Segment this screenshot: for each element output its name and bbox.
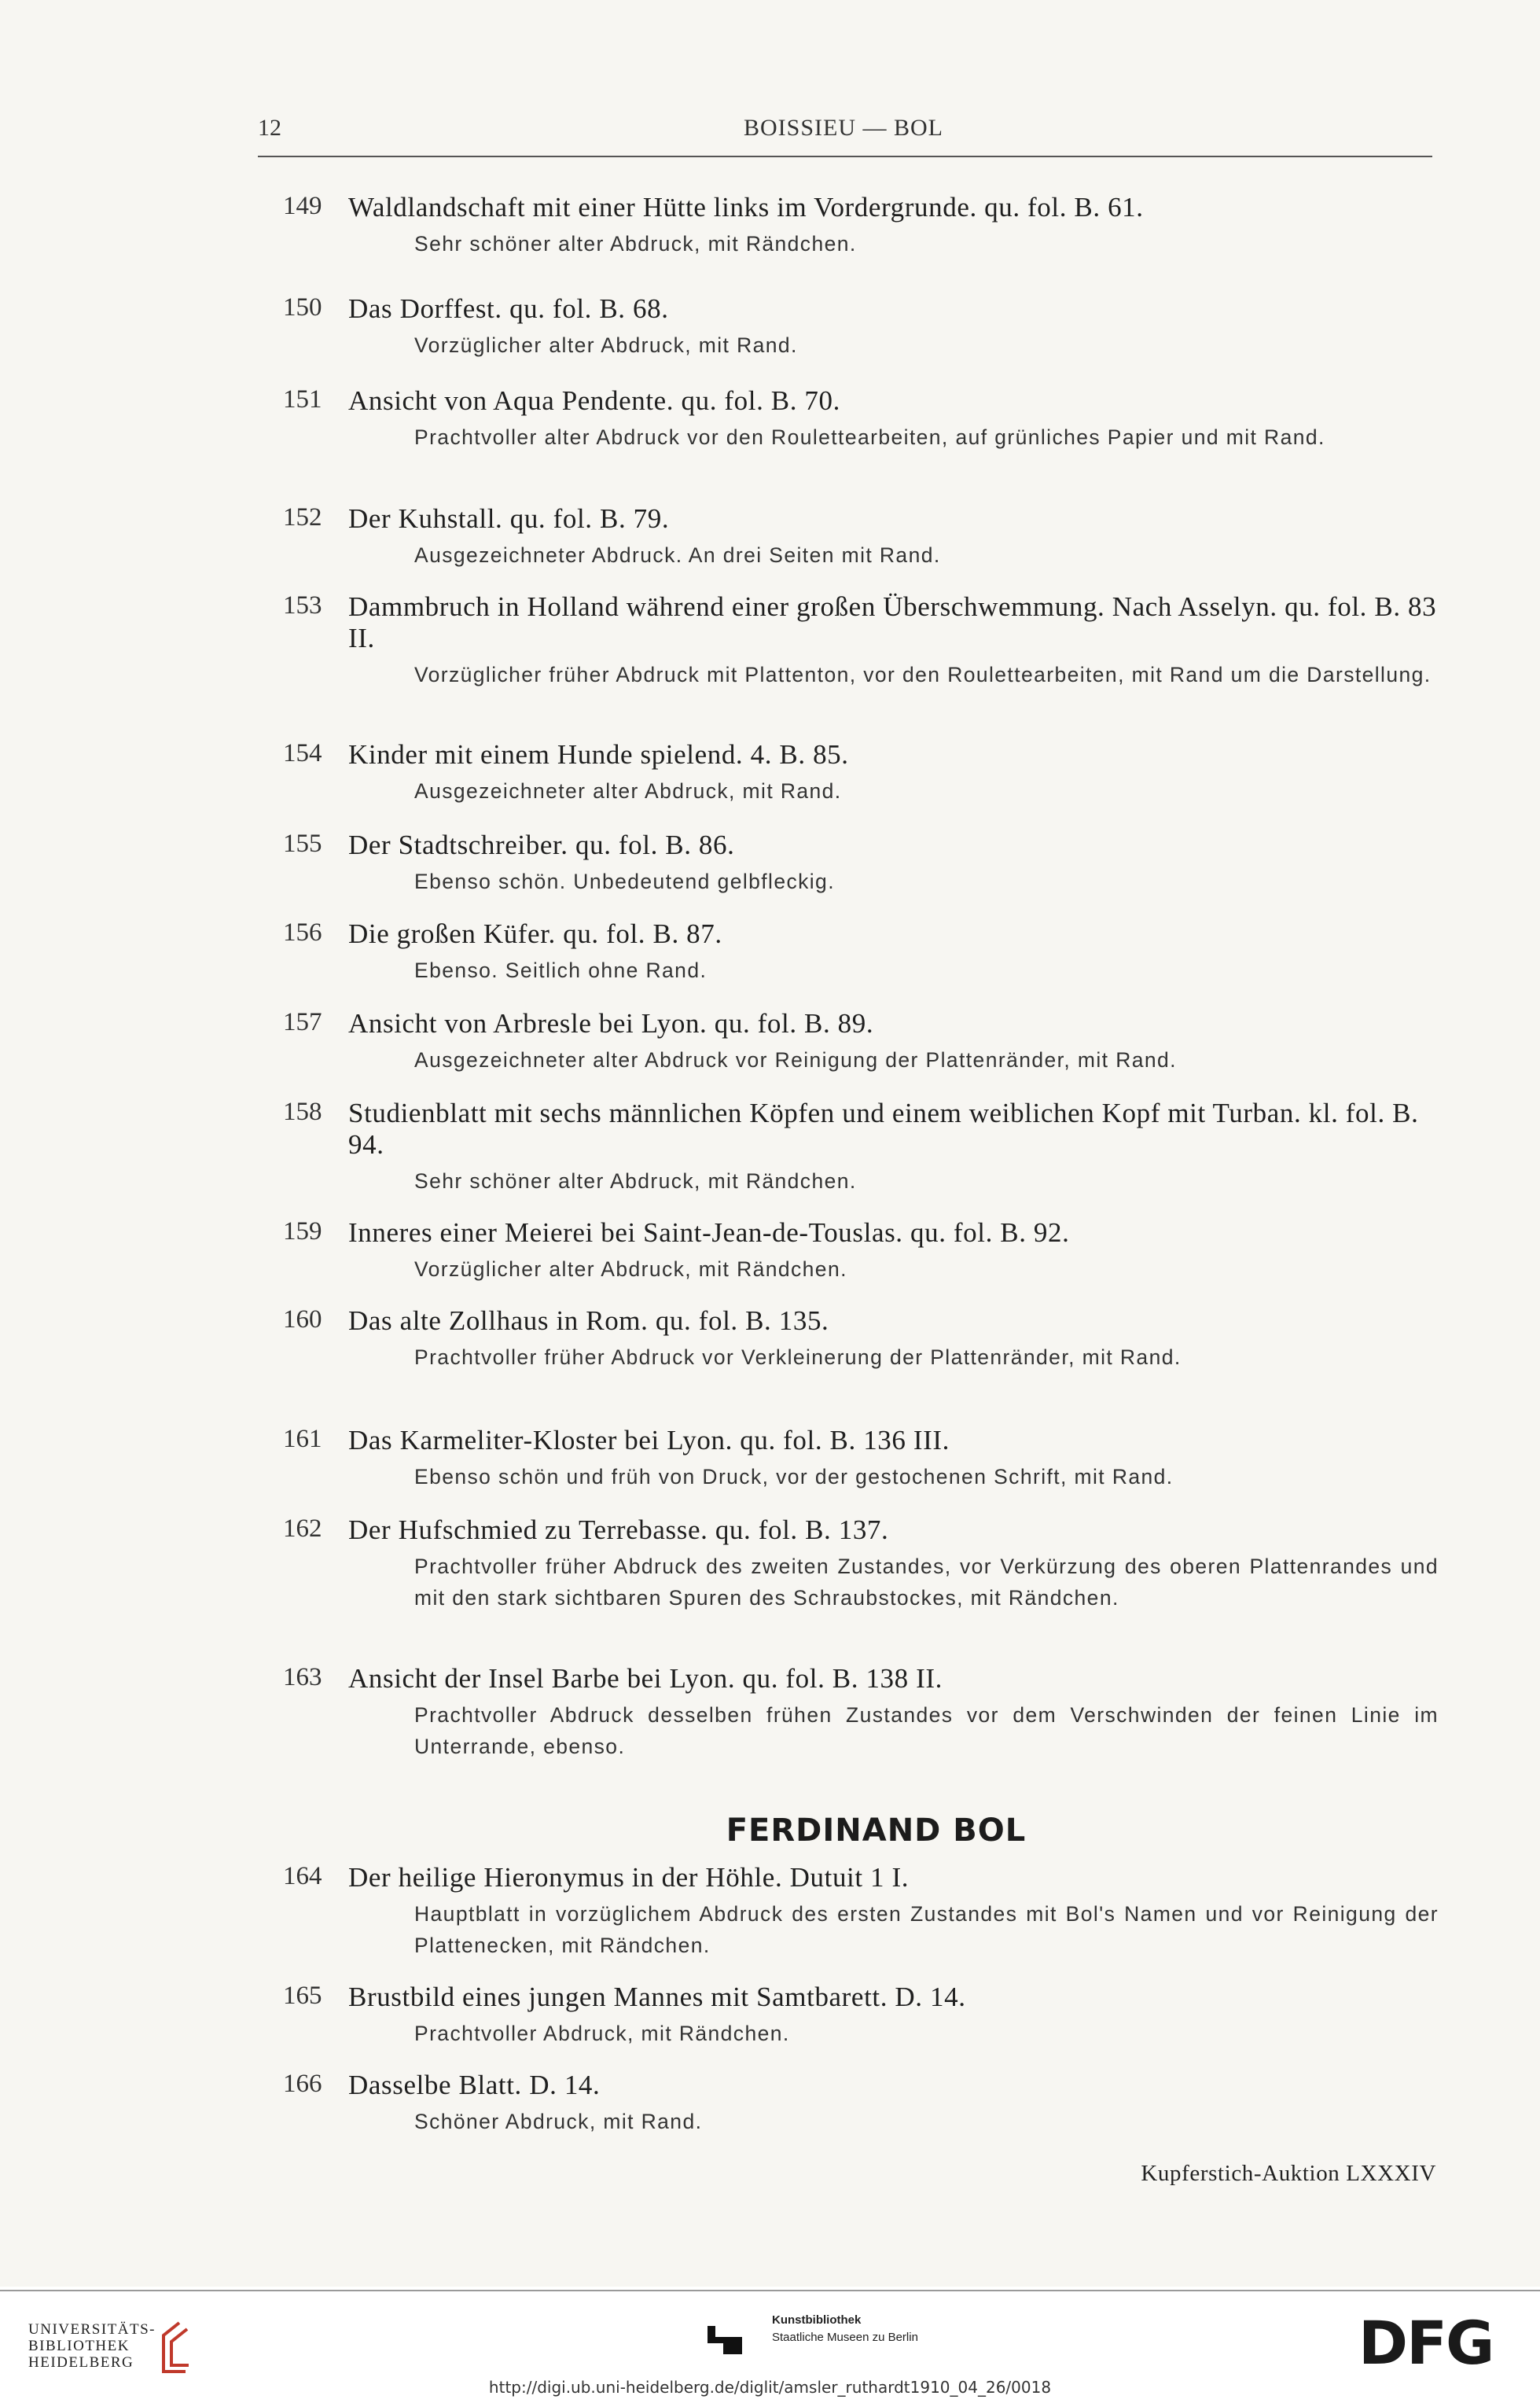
bottom-divider — [0, 2290, 1540, 2291]
header-divider — [258, 156, 1432, 157]
dfg-logo: DFG — [1358, 2308, 1494, 2378]
catalogue-entry-151 — [283, 385, 1439, 453]
entry-note: Vorzüglicher alter Abdruck, mit Rand. — [414, 333, 798, 357]
catalogue-entry-154 — [283, 739, 1439, 807]
entry-note: Schöner Abdruck, mit Rand. — [414, 2110, 703, 2133]
entry-note: Ausgezeichneter Abdruck. An drei Seiten mit Rand. — [414, 543, 941, 567]
heidelberg-library-logo-text — [28, 2321, 156, 2371]
kunstbibliothek-title: Kunstbibliothek — [772, 2313, 862, 2327]
catalogue-entry-165 — [283, 1982, 1439, 2049]
entry-note: Sehr schöner alter Abdruck, mit Rändchen. — [414, 232, 857, 256]
entry-title: Der Stadtschreiber. qu. fol. B. 86. — [348, 830, 735, 860]
entry-number: 161 — [283, 1425, 322, 1453]
entry-number: 150 — [283, 293, 322, 322]
entry-title: Ansicht von Aqua Pendente. qu. fol. B. 70. — [348, 385, 840, 416]
entry-number: 164 — [283, 1862, 322, 1890]
catalogue-entry-163 — [283, 1663, 1439, 1762]
entry-title: Dammbruch in Holland während einer großen Überschwemmung. Nach Asselyn. qu. fol. B. 83 II. — [348, 591, 1437, 653]
entry-number: 166 — [283, 2070, 322, 2098]
entry-note: Prachtvoller früher Abdruck vor Verkleinerung der Plattenränder, mit Rand. — [414, 1345, 1182, 1369]
entry-number: 159 — [283, 1217, 322, 1246]
catalogue-entry-153 — [283, 591, 1439, 690]
catalogue-entry-159 — [283, 1217, 1439, 1285]
catalogue-entry-158 — [283, 1098, 1439, 1197]
entry-title: Brustbild eines jungen Mannes mit Samtbarett. D. 14. — [348, 1982, 966, 2012]
entry-note: Prachtvoller alter Abdruck vor den Roulettearbeiten, auf grünliches Papier und mit Rand. — [414, 425, 1325, 449]
section-heading: FERDINAND BOL — [726, 1812, 1027, 1849]
catalogue-entry-150 — [283, 293, 1439, 361]
entry-number: 162 — [283, 1514, 322, 1543]
catalogue-entry-152 — [283, 503, 1439, 571]
entry-note: Ebenso schön. Unbedeutend gelbfleckig. — [414, 870, 835, 893]
catalogue-entry-156 — [283, 918, 1439, 986]
entry-title: Das alte Zollhaus in Rom. qu. fol. B. 135. — [348, 1305, 829, 1336]
page-number: 12 — [258, 115, 281, 141]
entry-title: Der Hufschmied zu Terrebasse. qu. fol. B. 137. — [348, 1514, 889, 1545]
catalogue-entry-161 — [283, 1425, 1439, 1492]
catalogue-entry-166 — [283, 2070, 1439, 2137]
entry-title: Der heilige Hieronymus in der Höhle. Dutuit 1 I. — [348, 1862, 910, 1893]
entry-number: 155 — [283, 830, 322, 858]
kunstbibliothek-emblem-icon — [708, 2326, 742, 2354]
catalogue-entry-155 — [283, 830, 1439, 897]
library-line: UNIVERSITÄTS- — [28, 2321, 156, 2338]
entry-title: Ansicht von Arbresle bei Lyon. qu. fol. B. 89. — [348, 1008, 874, 1039]
permalink-url[interactable]: http://digi.ub.uni-heidelberg.de/diglit/amsler_ruthardt1910_04_26/0018 — [488, 2378, 1052, 2397]
entry-note: Ausgezeichneter alter Abdruck vor Reinigung der Plattenränder, mit Rand. — [414, 1048, 1177, 1072]
entry-title: Die großen Küfer. qu. fol. B. 87. — [348, 918, 722, 949]
catalogue-entry-160 — [283, 1305, 1439, 1373]
catalogue-entry-149 — [283, 192, 1439, 259]
catalogue-footer-note: Kupferstich-Auktion LXXXIV — [1141, 2161, 1436, 2186]
entry-title: Studienblatt mit sechs männlichen Köpfen und einem weiblichen Kopf mit Turban. kl. fol. B. 94. — [348, 1098, 1419, 1160]
entry-title: Ansicht der Insel Barbe bei Lyon. qu. fol. B. 138 II. — [348, 1663, 943, 1694]
entry-note: Vorzüglicher früher Abdruck mit Plattenton, vor den Roulettearbeiten, mit Rand um die Darstellung. — [414, 663, 1432, 686]
catalogue-entry-164 — [283, 1862, 1439, 1961]
entry-number: 156 — [283, 918, 322, 947]
entry-number: 153 — [283, 591, 322, 620]
entry-number: 152 — [283, 503, 322, 532]
entry-title: Dasselbe Blatt. D. 14. — [348, 2070, 601, 2100]
entry-note: Ebenso schön und früh von Druck, vor der gestochenen Schrift, mit Rand. — [414, 1465, 1174, 1489]
heidelberg-library-emblem-icon — [157, 2320, 193, 2376]
kunstbibliothek-subtitle: Staatliche Museen zu Berlin — [772, 2331, 918, 2344]
catalogue-entry-157 — [283, 1008, 1439, 1076]
entry-number: 157 — [283, 1008, 322, 1036]
catalogue-entry-162 — [283, 1514, 1439, 1614]
entry-note: Prachtvoller früher Abdruck des zweiten Zustandes, vor Verkürzung des oberen Plattenrandes und mit den stark sichtbaren Spuren des Schraubstockes, mit Rändchen. — [414, 1555, 1439, 1610]
entry-number: 163 — [283, 1663, 322, 1691]
entry-note: Ebenso. Seitlich ohne Rand. — [414, 959, 708, 982]
entry-title: Das Dorffest. qu. fol. B. 68. — [348, 293, 669, 324]
running-title: BOISSIEU — BOL — [743, 115, 943, 141]
entry-title: Kinder mit einem Hunde spielend. 4. B. 85. — [348, 739, 849, 770]
entry-title: Inneres einer Meierei bei Saint-Jean-de-Touslas. qu. fol. B. 92. — [348, 1217, 1070, 1248]
library-line: HEIDELBERG — [28, 2354, 134, 2371]
entry-title: Das Karmeliter-Kloster bei Lyon. qu. fol. B. 136 III. — [348, 1425, 950, 1455]
entry-title: Der Kuhstall. qu. fol. B. 79. — [348, 503, 670, 534]
library-line: BIBLIOTHEK — [28, 2338, 130, 2354]
entry-title: Waldlandschaft mit einer Hütte links im Vordergrunde. qu. fol. B. 61. — [348, 192, 1144, 223]
entry-note: Sehr schöner alter Abdruck, mit Rändchen. — [414, 1169, 857, 1193]
entry-note: Prachtvoller Abdruck desselben frühen Zustandes vor dem Verschwinden der feinen Linie im Unterrande, ebenso. — [414, 1703, 1439, 1758]
entry-number: 165 — [283, 1982, 322, 2010]
page-header — [258, 110, 1429, 151]
entry-note: Hauptblatt in vorzüglichem Abdruck des ersten Zustandes mit Bol's Namen und vor Reinigung der Plattenecken, mit Rändchen. — [414, 1902, 1439, 1957]
entry-number: 149 — [283, 192, 322, 220]
entry-note: Vorzüglicher alter Abdruck, mit Rändchen. — [414, 1257, 847, 1281]
entry-number: 151 — [283, 385, 322, 414]
entry-number: 158 — [283, 1098, 322, 1126]
entry-note: Prachtvoller Abdruck, mit Rändchen. — [414, 2022, 790, 2045]
entry-number: 154 — [283, 739, 322, 767]
entry-number: 160 — [283, 1305, 322, 1334]
entry-note: Ausgezeichneter alter Abdruck, mit Rand. — [414, 779, 842, 803]
